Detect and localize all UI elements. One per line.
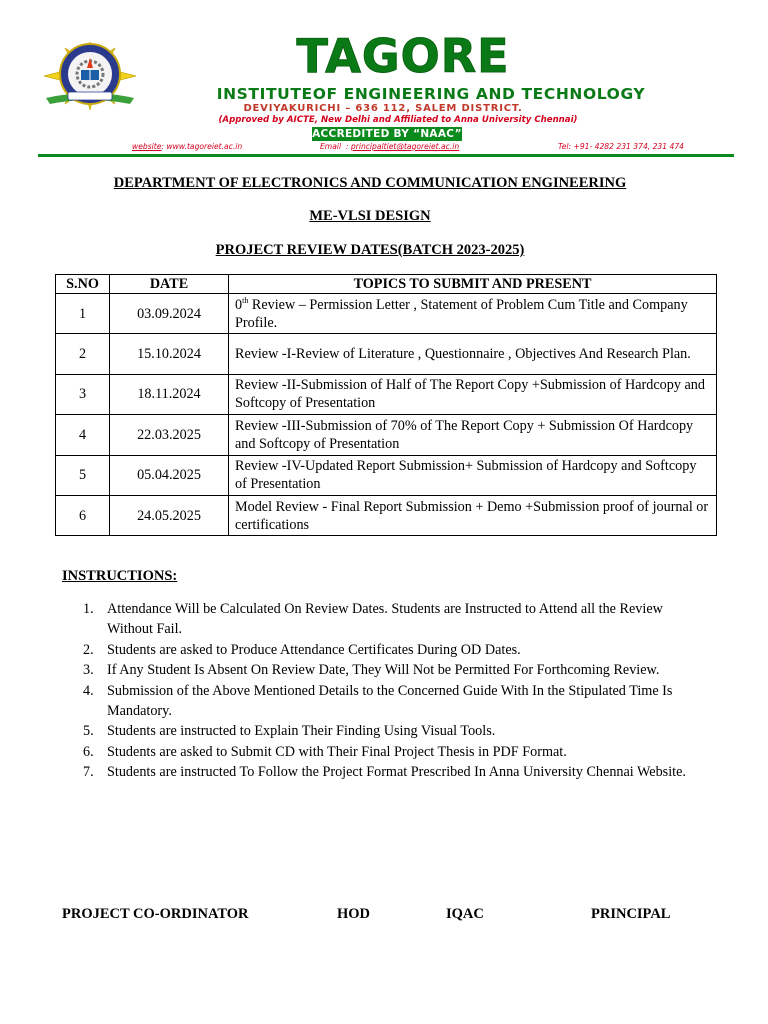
table-header-row xyxy=(56,275,717,294)
topic-cell: Model Review - Final Report Submission + Demo +Submission proof of journal or certifications xyxy=(229,495,717,535)
college-emblem-icon xyxy=(40,40,140,112)
email-label: Email xyxy=(320,142,342,151)
item-number: 2. xyxy=(83,641,94,658)
date-cell: 18.11.2024 xyxy=(110,374,229,414)
table-row xyxy=(56,455,717,495)
email-link[interactable]: principaltiet@tagoreiet.ac.in xyxy=(350,142,460,151)
document-title: PROJECT REVIEW DATES(BATCH 2023-2025) xyxy=(215,242,525,258)
date-cell: 22.03.2025 xyxy=(110,415,229,455)
serial-number-cell: 1 xyxy=(56,294,110,334)
list-item xyxy=(83,742,687,762)
department-heading: DEPARTMENT OF ELECTRONICS AND COMMUNICATION ENGINEERING xyxy=(113,175,627,191)
list-item xyxy=(83,599,687,640)
instructions-heading: INSTRUCTIONS: xyxy=(62,568,178,584)
topic-cell: Review -I-Review of Literature , Questionnaire , Objectives And Research Plan. xyxy=(229,334,717,374)
review-schedule-table xyxy=(55,274,717,536)
topic-text: Review – Permission Letter , Statement of Problem Cum Title and Company Profile. xyxy=(235,296,688,331)
table-row xyxy=(56,294,717,334)
signature-project-coordinator: PROJECT CO-ORDINATOR xyxy=(62,906,249,922)
signature-hod: HOD xyxy=(337,906,371,922)
list-item xyxy=(83,681,687,722)
topic-cell xyxy=(229,294,717,334)
course-heading: ME-VLSI DESIGN xyxy=(309,208,431,224)
topic-cell: Review -IV-Updated Report Submission+ Submission of Hardcopy and Softcopy of Presentation xyxy=(229,455,717,495)
table-row xyxy=(56,374,717,414)
column-header: TOPICS TO SUBMIT AND PRESENT xyxy=(229,275,717,294)
list-item xyxy=(83,762,687,782)
signature-principal: PRINCIPAL xyxy=(591,906,671,922)
topic-prefix: 0 xyxy=(235,296,243,313)
table-row xyxy=(56,415,717,455)
date-cell: 05.04.2025 xyxy=(110,455,229,495)
serial-number-cell: 2 xyxy=(56,334,110,374)
item-number: 6. xyxy=(83,743,94,760)
date-cell: 03.09.2024 xyxy=(110,294,229,334)
date-cell: 24.05.2025 xyxy=(110,495,229,535)
item-text: Students are instructed To Follow the Project Format Prescribed In Anna University Chennai Website. xyxy=(107,764,686,781)
item-text: Students are asked to Produce Attendance Certificates During OD Dates. xyxy=(107,641,521,658)
approval-note: (Approved by AICTE, New Delhi and Affiliated to Anna University Chennai) xyxy=(218,115,578,125)
signature-iqac: IQAC xyxy=(446,906,484,922)
date-cell: 15.10.2024 xyxy=(110,334,229,374)
telephone-line: Tel: +91- 4282 231 374, 231 474 xyxy=(558,142,685,151)
item-number: 1. xyxy=(83,601,94,617)
item-number: 3. xyxy=(83,662,94,679)
item-text: If Any Student Is Absent On Review Date, They Will Not be Permitted For Forthcoming Review. xyxy=(107,662,660,679)
institute-address: DEVIYAKURICHI – 636 112, SALEM DISTRICT. xyxy=(243,103,523,114)
topic-cell: Review -III-Submission of 70% of The Report Copy + Submission Of Hardcopy and Softcopy of Presentation xyxy=(229,415,717,455)
email-separator: : xyxy=(341,142,351,151)
serial-number-cell: 3 xyxy=(56,374,110,414)
column-header: DATE xyxy=(110,275,229,294)
header-divider xyxy=(38,154,734,157)
brand-title: TAGORE xyxy=(296,29,510,83)
website-link[interactable]: : www.tagoreiet.ac.in xyxy=(161,142,243,151)
column-header: S.NO xyxy=(56,275,110,294)
list-item xyxy=(83,660,687,680)
website-line xyxy=(132,142,242,152)
serial-number-cell: 5 xyxy=(56,455,110,495)
list-item xyxy=(83,721,687,741)
table-row xyxy=(56,495,717,535)
accreditation-badge: ACCREDITED BY “NAAC” xyxy=(312,128,462,140)
list-item xyxy=(83,640,687,660)
institute-name: INSTITUTEOF ENGINEERING AND TECHNOLOGY xyxy=(216,85,646,103)
item-text: Students are instructed to Explain Their Finding Using Visual Tools. xyxy=(107,723,496,740)
topic-cell: Review -II-Submission of Half of The Report Copy +Submission of Hardcopy and Softcopy of Presentation xyxy=(229,374,717,414)
serial-number-cell: 6 xyxy=(56,495,110,535)
item-text: Students are asked to Submit CD with Their Final Project Thesis in PDF Format. xyxy=(107,743,567,760)
item-number: 4. xyxy=(83,682,94,699)
item-number: 7. xyxy=(83,764,94,781)
website-label: website xyxy=(132,142,162,151)
email-line xyxy=(320,142,459,152)
serial-number-cell: 4 xyxy=(56,415,110,455)
item-text: Attendance Will be Calculated On Review Dates. Students are Instructed to Attend all the Review Without Fail. xyxy=(107,601,663,638)
item-text: Submission of the Above Mentioned Details to the Concerned Guide With In the Stipulated Time Is Mandatory. xyxy=(107,682,673,720)
topic-superscript: th xyxy=(242,295,249,305)
instructions-list xyxy=(83,599,687,783)
table-row xyxy=(56,334,717,374)
item-number: 5. xyxy=(83,723,94,740)
